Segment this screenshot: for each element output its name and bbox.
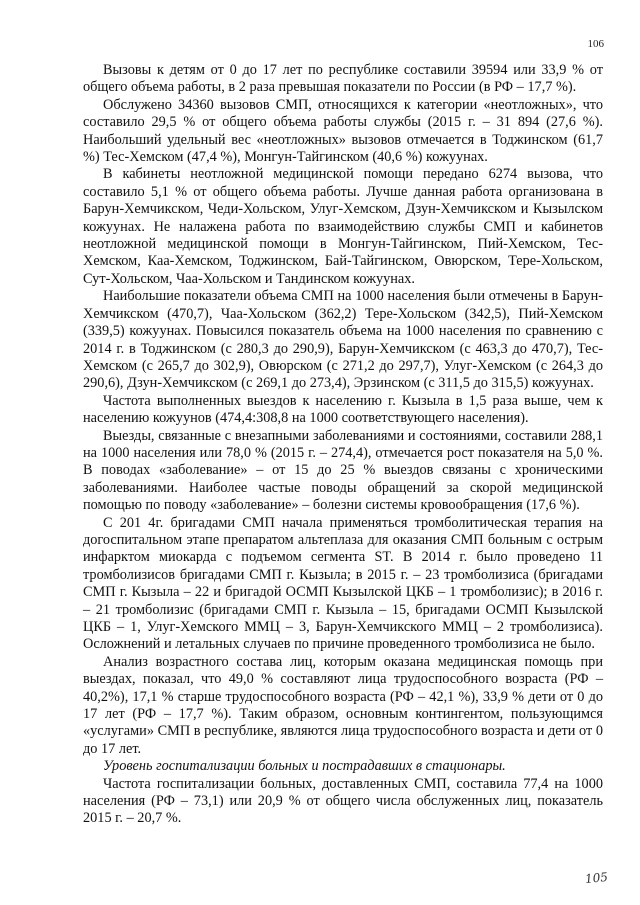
document-body [83, 62, 603, 828]
paragraph-age-structure: Анализ возрастного состава лиц, которым оказана медицинская помощь при выездах, показал, что 49,0 % составляют лица трудоспособного возраста (РФ – 40,2%), 17,1 % старше трудоспособного возраста (РФ – 42,1 %), 33,9 % дети от 0 до 17 лет (РФ – 17,7 %). Таким образом, основным контингентом, пользующимся «услугами» СМП в республике, являются лица трудоспособного возраста и дети от 0 до 17 лет. [83, 653, 603, 757]
paragraph-calls-children: Вызовы к детям от 0 до 17 лет по республике составили 39594 или 33,9 % от общего объема работы, в 2 раза превышая показатели по России (в РФ – 17,7 %). [83, 62, 603, 96]
paragraph-hospitalization: Частота госпитализации больных, доставленных СМП, составила 77,4 на 1000 населения (РФ – 73,1) или 20,9 % от общего числа обслуженных лиц, показатель 2015 г. – 20,7 %. [83, 775, 603, 827]
handwritten-page-mark: 105 [584, 869, 609, 887]
paragraph-urgent-calls: Обслужено 34360 вызовов СМП, относящихся к категории «неотложных», что составило 29,5 % от общего объема работы службы (2015 г. – 31 894 (27,6 %). Наибольший удельный вес «неотложных» вызовов отмечается в Тоджинском (61,7 %) Тес-Хемском (47,4 %), Монгун-Тайгинском (40,6 %) кожуунах. [83, 96, 603, 166]
page-number: 106 [587, 38, 604, 50]
paragraph-kyzyl-frequency: Частота выполненных выездов к населению г. Кызыла в 1,5 раза выше, чем к населению кожуунов (474,4:308,8 на 1000 соответствующего населения). [83, 392, 603, 427]
paragraph-thrombolysis: С 201 4г. бригадами СМП начала применяться тромболитическая терапия на догоспитальном этапе препаратом альтеплаза для оказания СМП больным с острым инфарктом миокарда с подъемом сегмента ST. В 2014 г. было проведено 11 тромболизисов бригадами СМП г. Кызыла; в 2015 г. – 23 тромболизиса (бригадами СМП г. Кызыла – 22 и бригадой ОСМП Кызылской ЦКБ – 1 тромболизис); в 2016 г. – 21 тромболизис (бригадами СМП г. Кызыла – 15, бригадами ОСМП Кызылской ЦКБ – 1, Улуг-Хемского ММЦ – 3, Барун-Хемчикского ММЦ – 2 тромболизиса). Осложнений и летальных случаев по причине проведенного тромболизиса не было. [83, 514, 603, 653]
paragraph-urgent-care-offices: В кабинеты неотложной медицинской помощи передано 6274 вызова, что составило 5,1 % от общего объема работы. Лучше данная работа организована в Барун-Хемчикском, Чеди-Хольском, Улуг-Хемском, Дзун-Хемчикском и Кызылском кожуунах. Не налажена работа по взаимодействию службы СМП и кабинетов неотложной медицинской помощи в Монгун-Тайгинском, Пий-Хемском, Тес-Хемском, Каа-Хемском, Тоджинском, Бай-Тайгинском, Овюрском, Тере-Хольском, Сут-Хольском, Чаа-Хольском и Тандинском кожуунах. [83, 166, 603, 287]
section-heading: Уровень госпитализации больных и пострадавших в стационары. [103, 758, 506, 775]
paragraph-sudden-illness: Выезды, связанные с внезапными заболеваниями и состояниями, составили 288,1 на 1000 населения или 78,0 % (2015 г. – 274,4), отмечается рост показателя на 5,0 %. В поводах «заболевание» – от 15 до 25 % выездов связаны с хроническими заболеваниями. Наиболее частые поводы обращений за скорой медицинской помощью по поводу «заболевание» – болезни системы кровообращения (17,6 %). [83, 427, 603, 514]
paragraph-volume-per-1000: Наибольшие показатели объема СМП на 1000 населения были отмечены в Барун-Хемчикском (470,7), Чаа-Хольском (362,2) Тере-Хольском (342,5), Пий-Хемском (339,5) кожуунах. Повысился показатель объема на 1000 населения по сравнению с 2014 г. в Тоджинском (с 280,3 до 290,9), Барун-Хемчикском (с 463,3 до 470,7), Тес-Хемском (с 265,7 до 302,9), Овюрском (с 271,2 до 297,7), Улуг-Хемском (с 264,3 до 290,6), Дзун-Хемчикском (с 269,1 до 273,4), Эрзинском (с 311,5 до 315,5) кожуунах. [83, 288, 603, 392]
